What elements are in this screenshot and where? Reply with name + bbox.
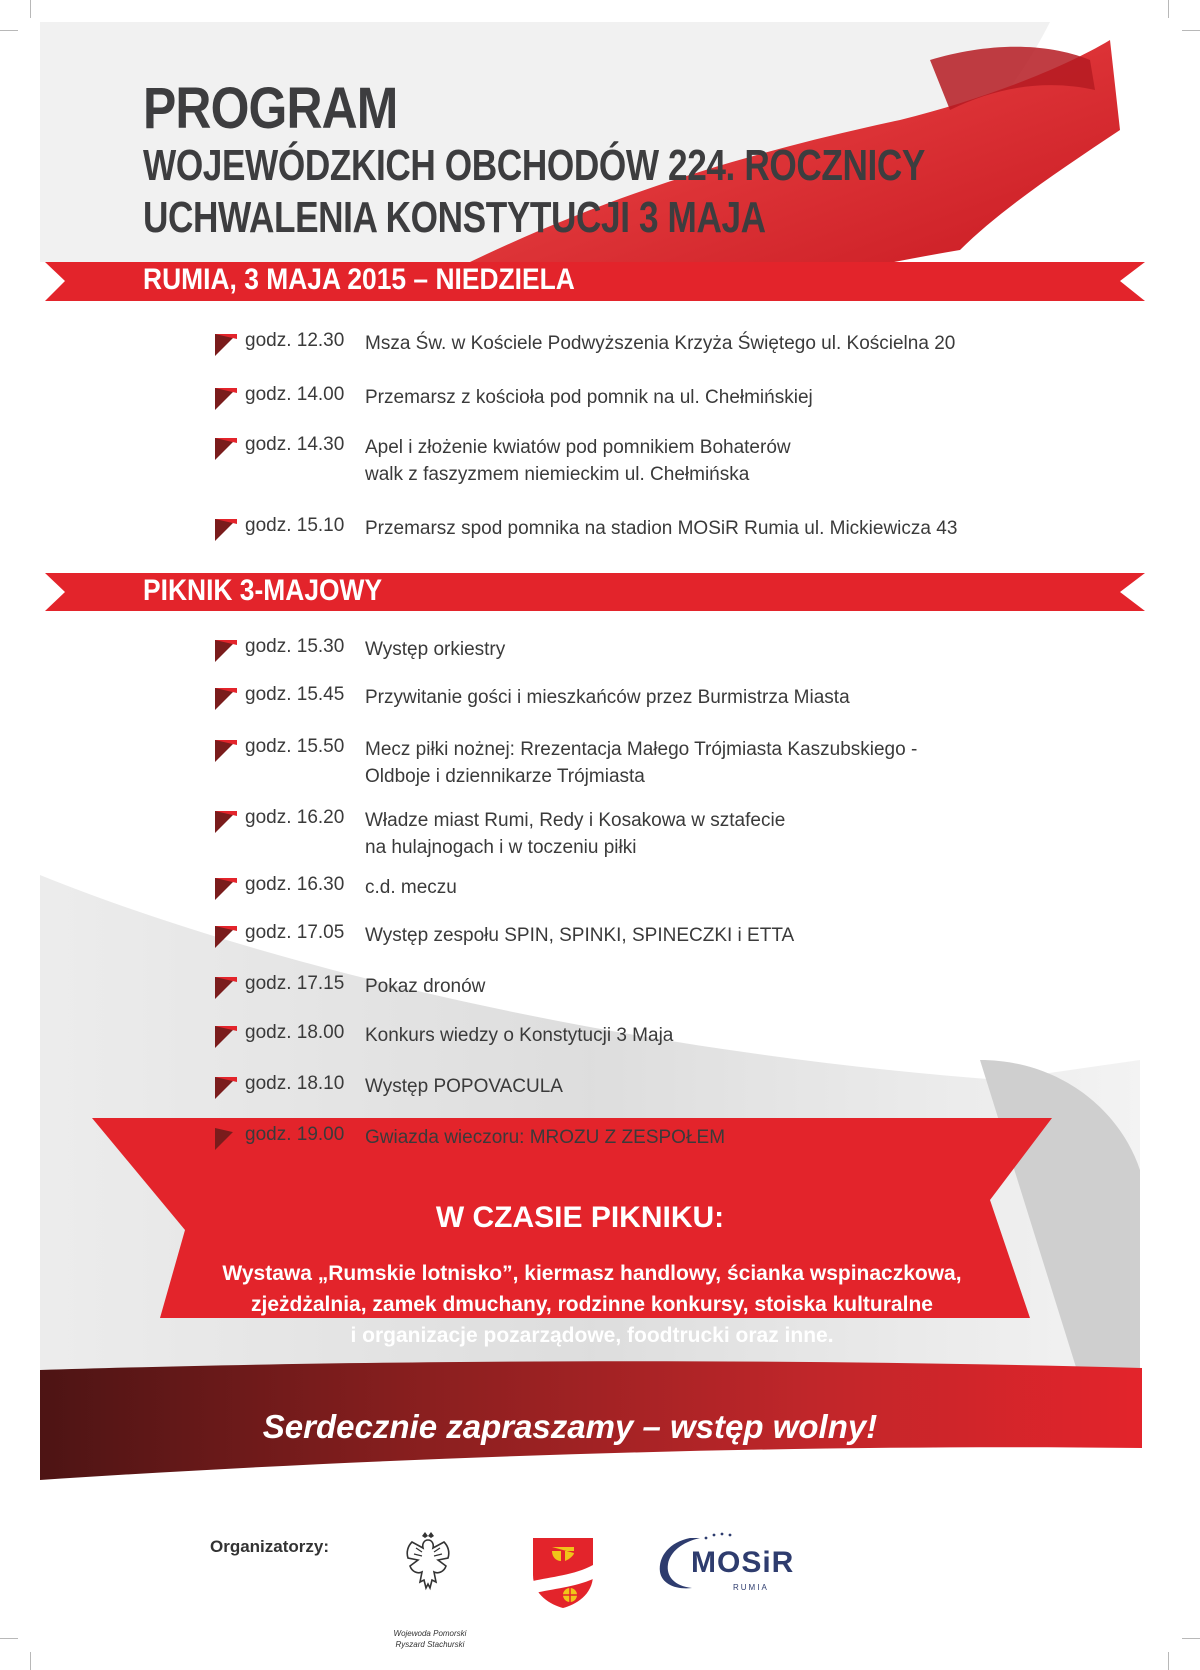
item-description: Występ orkiestry bbox=[365, 639, 506, 660]
organizers-label: Organizatorzy: bbox=[210, 1537, 330, 1556]
eagle-emblem-icon bbox=[398, 1530, 458, 1594]
crop-mark bbox=[0, 30, 18, 31]
crop-mark bbox=[30, 0, 31, 18]
item-description: Występ zespołu SPIN, SPINKI, SPINECZKI i ETTA bbox=[365, 925, 795, 946]
crop-mark bbox=[0, 1638, 18, 1639]
item-description: Przemarsz spod pomnika na stadion MOSiR Rumia ul. Mickiewicza 43 bbox=[365, 518, 958, 539]
crop-mark bbox=[1168, 1652, 1169, 1670]
during-line-2: zjeżdżalnia, zamek dmuchany, rodzinne konkursy, stoiska kulturalne bbox=[251, 1293, 933, 1316]
rumia-coat-of-arms-icon bbox=[530, 1535, 596, 1610]
triangle-bullet-icon bbox=[215, 1026, 237, 1048]
item-time: godz. 12.30 bbox=[245, 330, 345, 351]
item-description: Mecz piłki nożnej: Rrezentacja Małego Trójmiasta Kaszubskiego - Oldboje i dziennikarze Trójmiasta bbox=[365, 739, 918, 787]
item-description: Występ POPOVACULA bbox=[365, 1076, 563, 1097]
item-time: godz. 15.10 bbox=[245, 515, 345, 536]
during-line-3: i organizacje pozarządowe, foodtrucki oraz inne. bbox=[350, 1324, 834, 1347]
during-heading: W CZASIE PIKNIKU: bbox=[435, 1201, 725, 1234]
mosir-city: RUMIA bbox=[733, 1583, 769, 1592]
item-time: godz. 15.50 bbox=[245, 736, 345, 757]
triangle-bullet-icon bbox=[215, 438, 237, 460]
item-time: godz. 17.15 bbox=[245, 973, 345, 994]
item-time: godz. 18.10 bbox=[245, 1073, 345, 1094]
item-description: Msza Św. w Kościele Podwyższenia Krzyża Świętego ul. Kościelna 20 bbox=[365, 333, 956, 354]
item-description: Pokaz dronów bbox=[365, 976, 486, 997]
item-description: Przemarsz z kościoła pod pomnik na ul. Chełmińskiej bbox=[365, 387, 813, 408]
triangle-bullet-icon bbox=[215, 926, 237, 948]
section2-heading: PIKNIK 3-MAJOWY bbox=[143, 574, 383, 607]
page-title bbox=[143, 78, 1120, 244]
item-time: godz. 17.05 bbox=[245, 922, 345, 943]
triangle-bullet-icon bbox=[215, 334, 237, 356]
during-line-1: Wystawa „Rumskie lotnisko”, kiermasz handlowy, ścianka wspinaczkowa, bbox=[222, 1262, 962, 1285]
item-time: godz. 19.00 bbox=[245, 1124, 345, 1145]
item-time: godz. 16.30 bbox=[245, 874, 345, 895]
item-time: godz. 14.30 bbox=[245, 434, 345, 455]
crop-mark bbox=[1182, 30, 1200, 31]
crop-mark bbox=[1168, 0, 1169, 18]
item-time: godz. 15.45 bbox=[245, 684, 345, 705]
triangle-bullet-icon bbox=[215, 388, 237, 410]
title-line-1: PROGRAM bbox=[143, 76, 398, 141]
crop-mark bbox=[30, 1652, 31, 1670]
mosir-name: MOSiR bbox=[691, 1546, 795, 1579]
triangle-bullet-icon bbox=[215, 977, 237, 999]
item-description: Władze miast Rumi, Redy i Kosakowa w sztafecie na hulajnogach i w toczeniu piłki bbox=[365, 810, 786, 858]
crop-mark bbox=[1182, 1638, 1200, 1639]
item-description: Przywitanie gości i mieszkańców przez Burmistrza Miasta bbox=[365, 687, 850, 708]
item-description: Apel i złożenie kwiatów pod pomnikiem Bohaterów walk z faszyzmem niemieckim ul. Chełmińska bbox=[365, 437, 791, 485]
triangle-bullet-icon bbox=[215, 519, 237, 541]
triangle-bullet-icon bbox=[215, 640, 237, 662]
item-time: godz. 16.20 bbox=[245, 807, 345, 828]
emblem-caption: Wojewoda Pomorski Ryszard Stachurski bbox=[393, 1629, 467, 1649]
item-time: godz. 15.30 bbox=[245, 636, 345, 657]
item-time: godz. 18.00 bbox=[245, 1022, 345, 1043]
triangle-bullet-icon bbox=[215, 878, 237, 900]
item-description: Gwiazda wieczoru: MROZU Z ZESPOŁEM bbox=[365, 1127, 726, 1148]
triangle-bullet-icon bbox=[215, 811, 237, 833]
title-line-3: UCHWALENIA KONSTYTUCJI 3 MAJA bbox=[143, 193, 766, 242]
section1-heading: RUMIA, 3 MAJA 2015 – NIEDZIELA bbox=[143, 263, 575, 296]
item-time: godz. 14.00 bbox=[245, 384, 345, 405]
triangle-bullet-icon bbox=[215, 1128, 237, 1150]
item-description: Konkurs wiedzy o Konstytucji 3 Maja bbox=[365, 1025, 674, 1046]
triangle-bullet-icon bbox=[215, 1077, 237, 1099]
item-description: c.d. meczu bbox=[365, 877, 457, 898]
invitation-text: Serdecznie zapraszamy – wstęp wolny! bbox=[262, 1408, 878, 1445]
title-line-2: WOJEWÓDZKICH OBCHODÓW 224. ROCZNICY bbox=[143, 141, 925, 190]
triangle-bullet-icon bbox=[215, 740, 237, 762]
triangle-bullet-icon bbox=[215, 688, 237, 710]
